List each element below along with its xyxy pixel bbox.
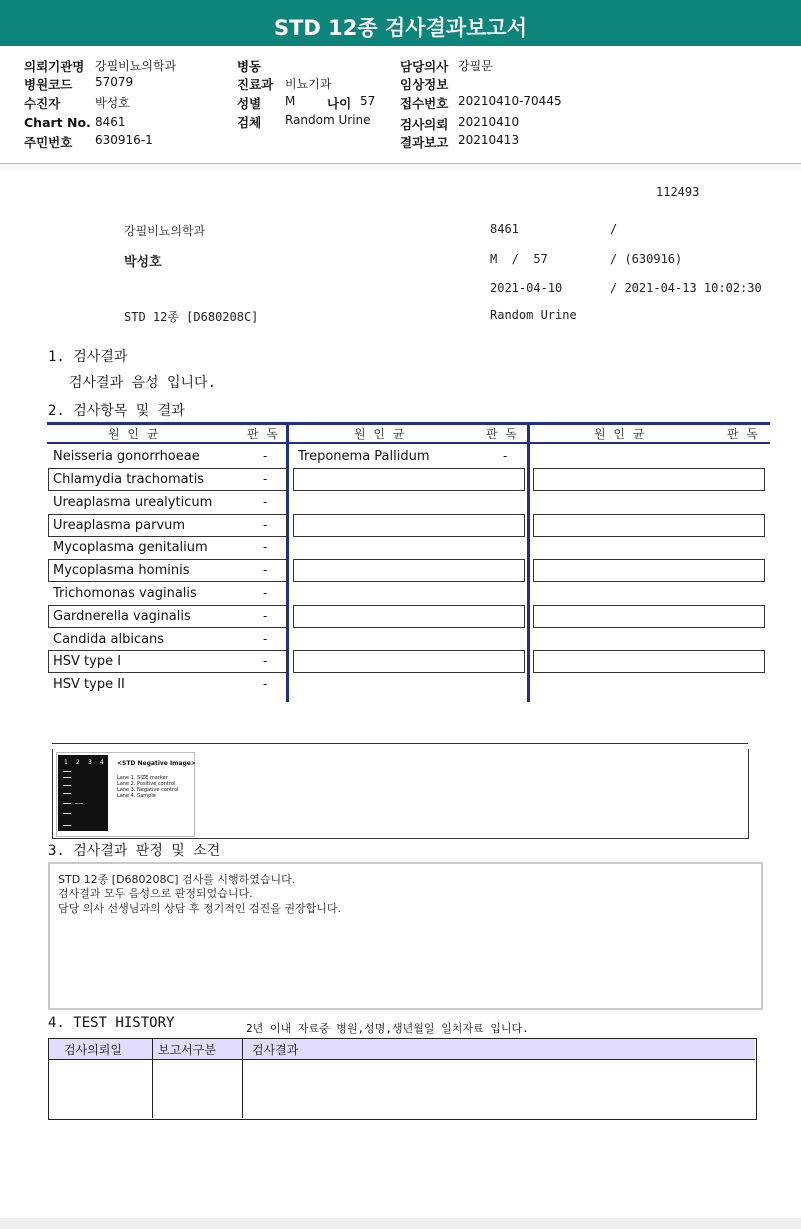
- report-patient: 박성호: [124, 255, 162, 270]
- report-date-report: / 2021-04-13 10:02:30: [610, 281, 762, 295]
- row-box: [533, 605, 765, 628]
- department: 비뇨기과: [285, 77, 332, 91]
- history-col-divider: [152, 1039, 153, 1118]
- pathogen-name: Mycoplasma hominis: [53, 563, 190, 578]
- report-clinic: 강필비뇨의학과: [124, 224, 206, 238]
- gel-top-line: [52, 743, 748, 744]
- report-date: 20210413: [458, 133, 520, 147]
- gel-band: [63, 771, 71, 772]
- pathogen-name: HSV type II: [53, 677, 125, 692]
- report-title: STD 12종 검사결과보고서: [0, 0, 801, 46]
- gel-caption-line: Lane 2. Positive control: [117, 781, 176, 787]
- section4-title: 4. TEST HISTORY: [48, 1015, 175, 1031]
- hospital-code: 57079: [95, 75, 134, 89]
- header-pathogen-2: 원 인 균: [354, 427, 407, 441]
- pathogen-name: Candida albicans: [53, 632, 165, 647]
- info-label: 검체: [237, 115, 262, 130]
- gel-caption-line: Lane 1. SIZE marker: [117, 775, 168, 781]
- row-box: [533, 650, 765, 673]
- row-box: [293, 559, 525, 582]
- gel-band: [63, 813, 71, 814]
- sex: M: [285, 94, 296, 108]
- row-box: [533, 559, 765, 582]
- header-result-3: 판 독: [727, 427, 760, 441]
- row-box: [293, 468, 525, 491]
- section2-title: 2. 검사항목 및 결과: [48, 403, 185, 419]
- info-label: 담당의사: [400, 59, 449, 74]
- pathogen-name: Treponema Pallidum: [298, 449, 430, 464]
- gel-band: [75, 803, 83, 804]
- pathogen-result: -: [263, 540, 268, 554]
- opinion-line: STD 12종 [D680208C] 검사를 시행하였습니다.: [58, 873, 296, 886]
- pathogen-result: -: [263, 654, 268, 668]
- info-label: 임상정보: [400, 77, 449, 92]
- footer-bar: [0, 1218, 801, 1229]
- report-chart: 8461: [490, 222, 519, 236]
- history-header-date: 검사의뢰일: [64, 1043, 122, 1057]
- gel-band: [63, 777, 71, 778]
- doctor: 강필문: [458, 59, 493, 73]
- opinion-line: 검사결과 모두 음성으로 판정되었습니다.: [58, 887, 253, 900]
- header-result-1: 판 독: [247, 427, 280, 441]
- header-result-2: 판 독: [486, 427, 519, 441]
- pathogen-name: HSV type I: [53, 654, 122, 669]
- header-pathogen-1: 원 인 균: [108, 427, 161, 441]
- grid-divider-2: [527, 422, 530, 702]
- info-label: 병동: [237, 59, 262, 74]
- history-header: [49, 1039, 755, 1060]
- age: 57: [360, 94, 376, 108]
- row-box: [293, 605, 525, 628]
- pathogen-name: Mycoplasma genitalium: [53, 540, 208, 555]
- report-code: 112493: [656, 185, 700, 199]
- resident-number: 630916-1: [95, 133, 153, 147]
- section3-title: 3. 검사결과 판정 및 소견: [48, 843, 221, 859]
- pathogen-result: -: [503, 449, 508, 463]
- section1-title: 1. 검사결과: [48, 349, 128, 365]
- lane-label: 3: [88, 759, 92, 766]
- patient-name: 박성호: [95, 96, 130, 110]
- pathogen-result: -: [263, 586, 268, 600]
- chart-no: 8461: [95, 115, 126, 129]
- pathogen-result: -: [263, 495, 268, 509]
- pathogen-result: -: [263, 563, 268, 577]
- report-date-request: 2021-04-10: [490, 281, 563, 295]
- gel-band: [63, 825, 71, 826]
- gel-band: [63, 785, 71, 786]
- info-label: 성별: [237, 96, 262, 111]
- gel-caption-title: <STD Negative Image>: [117, 760, 196, 767]
- lane-label: 4: [100, 759, 104, 766]
- opinion-line: 담당 의사 선생님과의 상담 후 정기적인 검진을 권장합니다.: [58, 902, 341, 915]
- info-col1-row0: 의뢰기관명: [24, 59, 85, 74]
- info-label: 나이: [327, 96, 352, 111]
- report-sex-age: M / 57: [490, 252, 548, 266]
- row-box: [533, 468, 765, 491]
- report-test: STD 12종 [D680208C]: [124, 310, 259, 324]
- history-note: 2년 이내 자료중 병원,성명,생년월일 일치자료 입니다.: [246, 1022, 529, 1035]
- pathogen-result: -: [263, 472, 268, 486]
- pathogen-name: Neisseria gonorrhoeae: [53, 449, 200, 464]
- row-box: [293, 650, 525, 673]
- info-label: 병원코드: [24, 77, 73, 92]
- info-label: 주민번호: [24, 135, 73, 150]
- history-header-type: 보고서구분: [158, 1043, 216, 1057]
- section1-text: 검사결과 음성 입니다.: [69, 375, 217, 391]
- pathogen-name: Gardnerella vaginalis: [53, 609, 191, 624]
- gel-band: [63, 803, 71, 804]
- pathogen-name: Ureaplasma parvum: [53, 518, 186, 533]
- pathogen-name: Ureaplasma urealyticum: [53, 495, 213, 510]
- lane-label: 2: [76, 759, 80, 766]
- header-pathogen-3: 원 인 균: [594, 427, 647, 441]
- history-header-result: 검사결과: [252, 1043, 299, 1057]
- lane-label: 1: [64, 759, 68, 766]
- info-label: 결과보고: [400, 135, 449, 150]
- grid-header-line: [47, 442, 770, 444]
- history-col-divider: [242, 1039, 243, 1118]
- pathogen-result: -: [263, 677, 268, 691]
- specimen: Random Urine: [285, 113, 371, 127]
- info-label: 검사의뢰: [400, 117, 449, 132]
- info-label: Chart No.: [24, 115, 91, 130]
- gel-caption-line: Lane 4. Sample: [117, 793, 156, 799]
- gel-band: [63, 793, 71, 794]
- pathogen-result: -: [263, 449, 268, 463]
- header-divider: [0, 163, 801, 170]
- gel-image: [58, 755, 108, 831]
- request-date: 20210410: [458, 115, 520, 129]
- info-label: 수진자: [24, 96, 61, 111]
- pathogen-result: -: [263, 518, 268, 532]
- pathogen-result: -: [263, 632, 268, 646]
- row-box: [533, 514, 765, 537]
- report-slash: /: [610, 222, 618, 236]
- info-label: 접수번호: [400, 96, 449, 111]
- pathogen-name: Trichomonas vaginalis: [53, 586, 197, 601]
- receipt-no: 20210410-70445: [458, 94, 562, 108]
- report-specimen: Random Urine: [490, 308, 577, 322]
- info-label: 진료과: [237, 77, 274, 92]
- report-birth: / (630916): [610, 252, 683, 266]
- gel-caption-line: Lane 3. Negative control: [117, 787, 179, 793]
- clinic-name: 강필비뇨의학과: [95, 59, 177, 73]
- pathogen-result: -: [263, 609, 268, 623]
- row-box: [293, 514, 525, 537]
- pathogen-name: Chlamydia trachomatis: [53, 472, 205, 487]
